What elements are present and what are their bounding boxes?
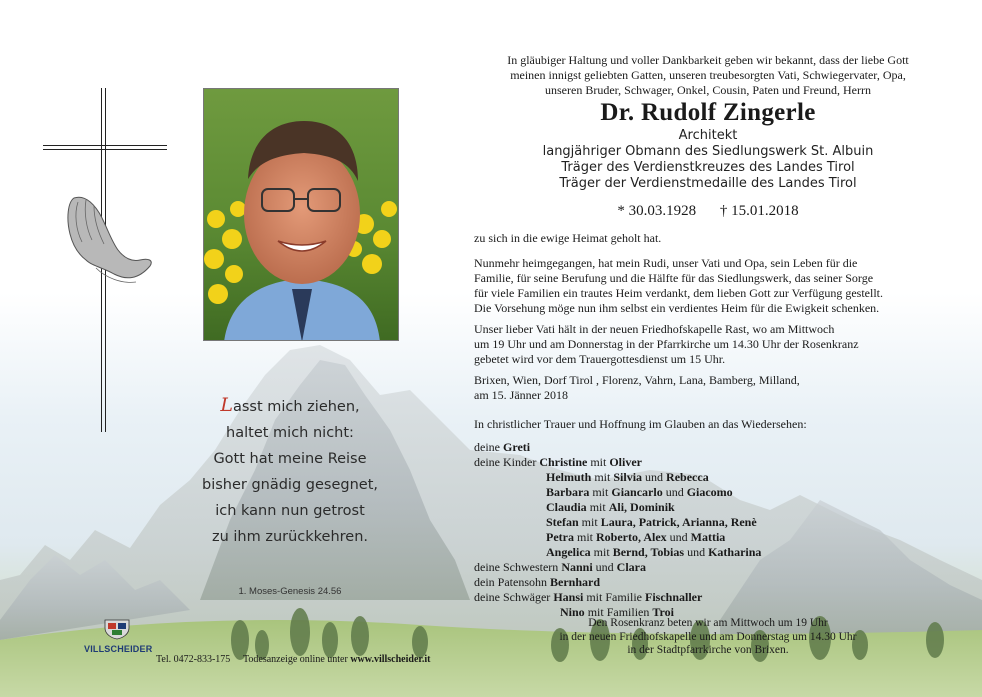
family-child: deine Kinder Christine mit Oliver <box>474 455 642 469</box>
family-brother: deine Schwäger Hansi mit Familie Fischnaller <box>474 590 703 604</box>
logo-emblem-icon <box>102 618 132 640</box>
poem-line: Gott hat meine Reise <box>213 451 367 467</box>
title-line: Träger des Verdienstkreuzes des Landes Tirol <box>561 160 855 175</box>
poem-line: bisher gnädig gesegnet, <box>201 477 378 493</box>
titles <box>474 128 942 192</box>
family-child: Barbara mit Giancarlo und Giacomo <box>546 485 733 499</box>
poem-line: zu ihm zurückkehren. <box>211 529 369 545</box>
title-line: Träger der Verdienstmedaille des Landes Tirol <box>559 176 857 191</box>
family-child: Helmuth mit Silvia und Rebecca <box>546 470 709 484</box>
footer-telephone: Tel. 0472-833-175 <box>156 654 231 665</box>
family-child: Stefan mit Laura, Patrick, Arianna, Renè <box>546 515 757 529</box>
footer-url[interactable]: www.villscheider.it <box>350 654 431 665</box>
family-child: Claudia mit Ali, Dominik <box>546 500 675 514</box>
poem-initial: L <box>220 394 233 416</box>
poem-source: 1. Moses-Genesis 24.56 <box>238 586 342 597</box>
family-child: Angelica mit Bernd, Tobias und Katharina <box>546 545 762 559</box>
birth-date: * 30.03.1928 <box>617 203 697 219</box>
portrait-photo <box>203 88 399 341</box>
praying-hands-icon <box>56 188 156 294</box>
family-child: Petra mit Roberto, Alex und Mattia <box>546 530 726 544</box>
poem-line: Lasst mich ziehen, <box>220 394 360 416</box>
logo-name: VILLSCHEIDER <box>84 644 153 654</box>
intro-text: In gläubiger Haltung und voller Dankbarkeit geben wir bekannt, dass der liebe Gott meinen innigst geliebten Gatten, unseren treubesorgten Vati, Schwiegervater, Opa, unseren Bruder, Schwager, Onkel, Cousin, Paten und Freund, Herrn <box>507 53 909 97</box>
poem-line: ich kann nun getrost <box>215 503 365 519</box>
life-dates <box>474 203 942 220</box>
footer-online: Todesanzeige online unter www.villscheider.it <box>243 654 431 665</box>
death-date: † 15.01.2018 <box>719 203 799 219</box>
title-line: Architekt <box>678 128 738 143</box>
paragraph-rosary: Unser lieber Vati hält in der neuen Friedhofskapelle Rast, wo am Mittwoch um 19 Uhr und am Donnerstag in der Pfarrkirche um 14.30 Uhr der Rosenkranz gebetet wird vor dem Trauergottesdienst um 15 Uhr. <box>474 322 859 366</box>
family-godson: dein Patensohn Bernhard <box>474 575 601 589</box>
family-list <box>474 440 944 620</box>
family-wife: deine Greti <box>474 440 531 454</box>
family-brother: Nino mit Familien Troi <box>560 605 674 619</box>
deceased-name: Dr. Rudolf Zingerle <box>600 99 816 126</box>
poem <box>190 392 390 550</box>
poem-line: haltet mich nicht: <box>226 425 354 441</box>
cross-crossbar <box>43 145 167 150</box>
funeral-home-logo <box>84 618 153 666</box>
paragraph-life: Nunmehr heimgegangen, hat mein Rudi, unser Vati und Opa, sein Leben für die Familie, für seine Berufung und die Hälfte für das Siedlungswerk, das seiner Sorge für viele Familien ein trautes Heim verdankt, dem lieben Gott zur Verfügung gestellt. Die Vorsehung möge nun ihm selbst ein verdientes Heim für die Ewigkeit schenken. <box>474 256 883 315</box>
places-date: Brixen, Wien, Dorf Tirol , Florenz, Vahrn, Lana, Bamberg, Milland, am 15. Jänner 2018 <box>474 373 800 402</box>
closing-rosary: Den Rosenkranz beten wir am Mittwoch um 19 Uhr in der neuen Friedhofskapelle und am Donnerstag um 14.30 Uhr in der Stadtpfarrkirche von Brixen. <box>559 617 857 656</box>
title-line: langjähriger Obmann des Siedlungswerk St. Albuin <box>542 144 874 159</box>
mourning-line: In christlicher Trauer und Hoffnung im Glauben an das Wiedersehen: <box>474 417 807 431</box>
family-sisters: deine Schwestern Nanni und Clara <box>474 560 646 574</box>
heimat-line: zu sich in die ewige Heimat geholt hat. <box>474 231 662 245</box>
